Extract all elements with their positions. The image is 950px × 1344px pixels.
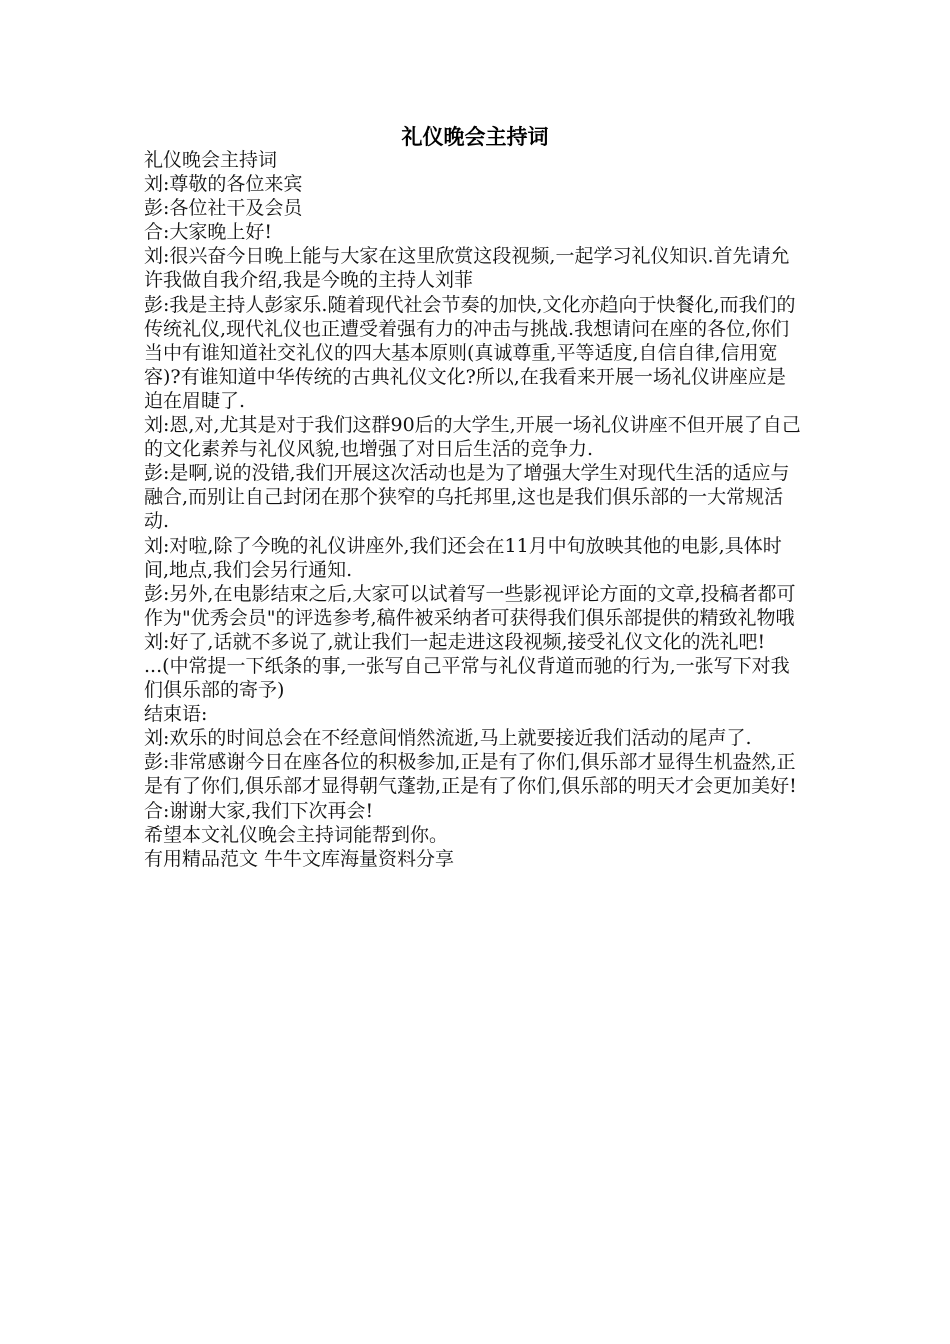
paragraph-greeting-peng: 彭:各位社干及会员 [144, 197, 303, 220]
paragraph-liu-response: 刘:恩,对,尤其是对于我们这群90后的大学生,开展一场礼仪讲座不但开展了自己的文化素养与礼仪风貌,也增强了对日后生活的竞争力. [144, 414, 801, 461]
paragraph-footer-wish: 希望本文礼仪晚会主持词能帮到你。 [144, 823, 449, 846]
paragraph-liu-intro: 刘:很兴奋今日晚上能与大家在这里欣赏这段视频,一起学习礼仪知识.首先请允许我做自我介绍,我是今晚的主持人刘菲 [144, 245, 790, 292]
paragraph-closing-heading: 结束语: [144, 703, 208, 726]
paragraph-peng-closing: 彭:非常感谢今日在座各位的积极参加,正是有了你们,俱乐部才显得生机盎然,正是有了你们,俱乐部才显得朝气蓬勃,正是有了你们,俱乐部的明天才会更加美好! [144, 751, 797, 798]
paragraph-footer-source: 有用精品范文 牛牛文库海量资料分享 [144, 847, 455, 870]
document-title: 礼仪晚会主持词 [401, 124, 549, 149]
paragraph-greeting-liu: 刘:尊敬的各位来宾 [144, 173, 303, 196]
paragraph-together-closing: 合:谢谢大家,我们下次再会! [144, 799, 374, 822]
paragraph-peng-intro: 彭:我是主持人彭家乐.随着现代社会节奏的加快,文化亦趋向于快餐化,而我们的传统礼仪,现代礼仪也正遭受着强有力的冲击与挑战.我想请问在座的各位,你们当中有谁知道社交礼仪的四大基本原则(真诚尊重,平等适度,自信自律,信用宽容)?有谁知道中华传统的古典礼仪文化?所以,在我看来开展一场礼仪讲座应是迫在眉睫了. [144, 293, 796, 412]
paragraph-subtitle: 礼仪晚会主持词 [144, 149, 278, 171]
paragraph-stage-note: ...(中常提一下纸条的事,一张写自己平常与礼仪背道而驰的行为,一张写下对我们俱乐部的寄予) [144, 654, 790, 702]
paragraph-liu-announcement: 刘:对啦,除了今晚的礼仪讲座外,我们还会在11月中旬放映其他的电影,具体时间,地点,我们会另行通知. [144, 534, 782, 581]
document-body [144, 148, 804, 871]
paragraph-liu-closing: 刘:欢乐的时间总会在不经意间悄然流逝,马上就要接近我们活动的尾声了. [144, 727, 752, 750]
paragraph-peng-announcement: 彭:另外,在电影结束之后,大家可以试着写一些影视评论方面的文章,投稿者都可作为"优秀会员"的评选参考,稿件被采纳者可获得我们俱乐部提供的精致礼物哦 [144, 582, 796, 629]
paragraph-liu-transition: 刘:好了,话就不多说了,就让我们一起走进这段视频,接受礼仪文化的洗礼吧! [144, 630, 766, 653]
paragraph-peng-response: 彭:是啊,说的没错,我们开展这次活动也是为了增强大学生对现代生活的适应与融合,而别让自己封闭在那个狭窄的乌托邦里,这也是我们俱乐部的一大常规活动. [144, 462, 790, 533]
paragraph-greeting-together: 合:大家晚上好! [144, 221, 273, 244]
